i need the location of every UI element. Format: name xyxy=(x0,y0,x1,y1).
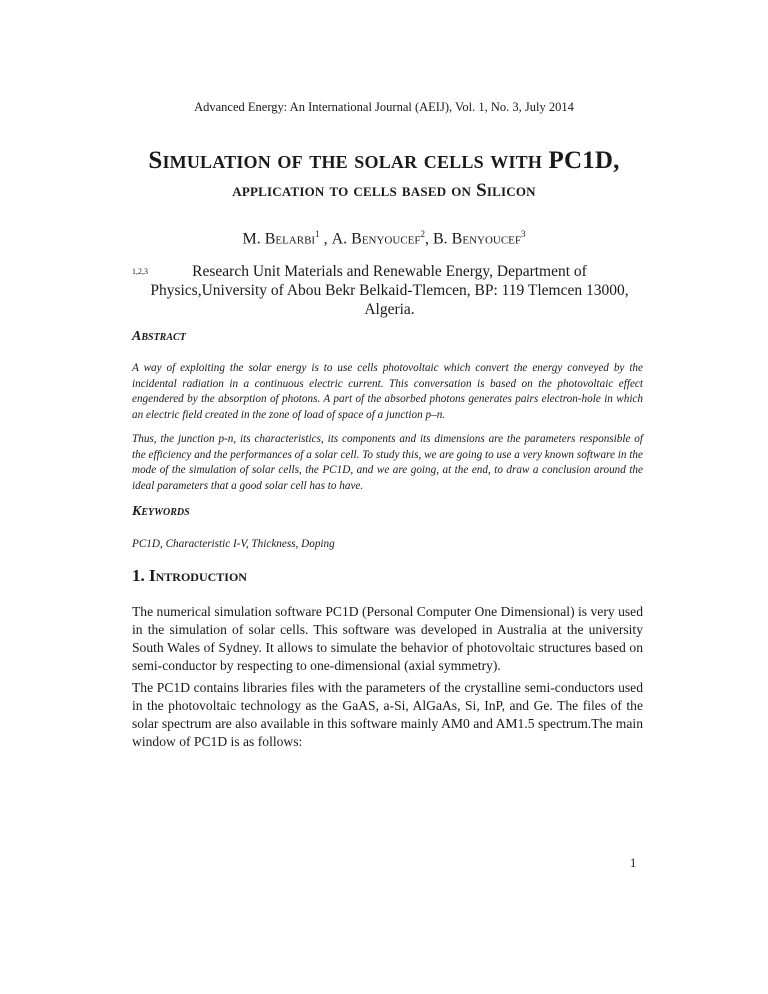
keywords-heading xyxy=(132,504,190,520)
introduction-heading xyxy=(132,566,247,586)
paper-title-line-2 xyxy=(0,180,768,202)
affiliation-text: Research Unit Materials and Renewable Energy, Department of Physics,University of Abou Bekr Belkaid-Tlemcen, BP: 119 Tlemcen 13000, Algeria. xyxy=(150,263,629,318)
affiliation xyxy=(132,262,647,319)
abstract-paragraph-2: Thus, the junction p-n, its characteristics, its components and its dimensions are the parameters responsible of the efficiency and the performances of a solar cell. To study this, we are going to use a very known software in the mode of the simulation of solar cells, the PC1D, and we are going, at the end, to draw a conclusion around the ideal parameters that a good solar cell has to have. xyxy=(132,433,643,492)
abstract-heading-text: Abstract xyxy=(132,329,186,344)
running-header: Advanced Energy: An International Journal (AEIJ), Vol. 1, No. 3, July 2014 xyxy=(194,100,574,114)
author-3-affil: 3 xyxy=(521,229,526,239)
author-list: M. Belarbi$^1$ , A. Benyoucef$^2$, B. Benyoucef$^3$ xyxy=(242,229,526,248)
keywords-heading-text: Keywords xyxy=(132,504,190,519)
introduction-number: 1. xyxy=(132,566,145,585)
author-1-affil: 1 xyxy=(315,229,320,239)
affiliation-marker: 1,2,3 xyxy=(132,267,148,276)
author-2-affil: 2 xyxy=(420,229,425,239)
keywords-list: PC1D, Characteristic I-V, Thickness, Doping xyxy=(132,538,335,550)
introduction-paragraph-1: The numerical simulation software PC1D (Personal Computer One Dimensional) is very used in the simulation of solar cells. This software was developed in Australia at the university South Wales of Sydney. It allows to simulate the behavior of photovoltaic structures based on semi-conductor by respecting to one-dimensional (axial symmetry). xyxy=(132,604,643,673)
author-3: B. Benyoucef xyxy=(433,230,522,248)
paper-title-text-1: Simulation of the solar cells with PC1D, xyxy=(148,147,620,174)
author-1: M. Belarbi xyxy=(242,230,316,248)
author-2: A. Benyoucef xyxy=(331,230,421,248)
abstract-heading xyxy=(132,329,186,345)
paper-title-line-1 xyxy=(0,147,768,175)
page-number: 1 xyxy=(630,856,637,870)
introduction-title: Introduction xyxy=(149,566,247,585)
paper-title-text-2: application to cells based on Silicon xyxy=(232,180,536,201)
abstract-paragraph-1: A way of exploiting the solar energy is to use cells photovoltaic which convert the energy conveyed by the incidental radiation in a continuous electric current. This conversation is based on the photovoltaic effect engendered by the absorption of photons. A part of the absorbed photons generates pairs electron-hole in which an electric field created in the zone of load of space of a junction p–n. xyxy=(132,362,643,421)
introduction-paragraph-2: The PC1D contains libraries files with the parameters of the crystalline semi-conductors used in the photovoltaic technology as the GaAS, a-Si, AlGaAs, Si, InP, and Ge. The files of the solar spectrum are also available in this software mainly AM0 and AM1.5 spectrum.The main window of PC1D is as follows: xyxy=(132,680,643,749)
